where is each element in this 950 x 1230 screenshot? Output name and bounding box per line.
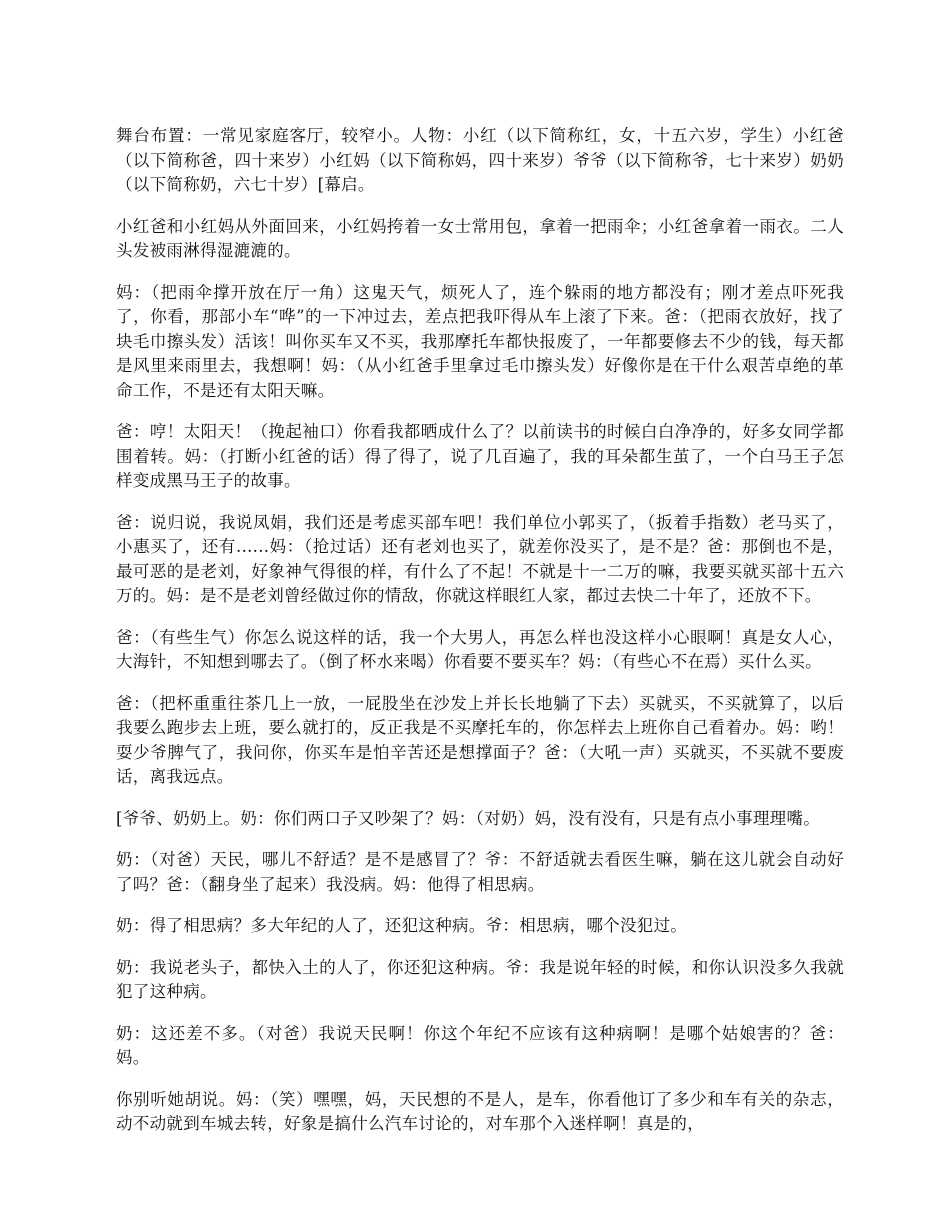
paragraph-dialogue: 爸：说归说，我说凤娟，我们还是考虑买部车吧！我们单位小郭买了，（扳着手指数）老马买了，小惠买了，还有......妈：（抢过话）还有老刘也买了，就差你没买了，是不是？爸：那倒也不是，最可恶的是老刘，好象神气得很的样，有什么了不起！不就是十一二万的嘛，我要买就买部十五六万的。妈：是不是老刘曾经做过你的情敌，你就这样眼红人家，都过去快二十年了，还放不下。 xyxy=(116,512,844,605)
paragraph-dialogue: 爸：（有些生气）你怎么说这样的话，我一个大男人，再怎么样也没这样小心眼啊！真是女人心，大海针，不知想到哪去了。（倒了杯水来喝）你看要不要买车？妈：（有些心不在焉）买什么买。 xyxy=(116,627,844,671)
paragraph-dialogue: 奶：这还差不多。（对爸）我说天民啊！你这个年纪不应该有这种病啊！是哪个姑娘害的？爸：妈。 xyxy=(116,1023,844,1067)
document-body xyxy=(116,124,844,1154)
paragraph-dialogue: 你别听她胡说。妈：（笑）嘿嘿，妈，天民想的不是人，是车，你看他订了多少和车有关的杂志，动不动就到车城去转，好象是搞什么汽车讨论的，对车那个入迷样啊！真是的， xyxy=(116,1089,844,1133)
paragraph-stage-setting: 舞台布置：一常见家庭客厅，较窄小。人物：小红（以下简称红，女，十五六岁，学生）小红爸（以下简称爸，四十来岁）小红妈（以下简称妈，四十来岁）爷爷（以下简称爷，七十来岁）奶奶（以下简称奶，六七十岁）[幕启。 xyxy=(116,126,844,194)
paragraph-dialogue: 爸：哼！太阳天！（挽起袖口）你看我都晒成什么了？以前读书的时候白白净净的，好多女同学都围着转。妈：（打断小红爸的话）得了得了，说了几百遍了，我的耳朵都生茧了，一个白马王子怎样变成黑马王子的故事。 xyxy=(116,422,844,490)
paragraph-dialogue: [爷爷、奶奶上。奶：你们两口子又吵架了？妈：（对奶）妈，没有没有，只是有点小事理理嘴。 xyxy=(116,808,821,828)
paragraph-dialogue: 爸：（把杯重重往茶几上一放，一屁股坐在沙发上并长长地躺了下去）买就买，不买就算了，以后我要么跑步去上班，要么就打的，反正我是不买摩托车的，你怎样去上班你自己看着办。妈：哟！耍少爷脾气了，我问你，你买车是怕辛苦还是想撑面子？爸：（大吼一声）买就买，不买就不要废话，离我远点。 xyxy=(116,693,844,786)
paragraph-dialogue: 奶：（对爸）天民，哪儿不舒适？是不是感冒了？爷：不舒适就去看医生嘛，躺在这儿就会自动好了吗？爸：（翻身坐了起来）我没病。妈：他得了相思病。 xyxy=(116,850,844,894)
paragraph-dialogue: 奶：我说老头子，都快入土的人了，你还犯这种病。爷：我是说年轻的时候，和你认识没多久我就犯了这种病。 xyxy=(116,957,844,1001)
paragraph-dialogue: 妈：（把雨伞撑开放在厅一角）这鬼天气，烦死人了，连个躲雨的地方都没有；刚才差点吓死我了，你看，那部小车“哗”的一下冲过去，差点把我吓得从车上滚了下来。爸：（把雨衣放好，找了块毛巾擦头发）活该！叫你买车又不买，我那摩托车都快报废了，一年都要修去不少的钱，每天都是风里来雨里去，我想啊！妈：（从小红爸手里拿过毛巾擦头发）好像你是在干什么艰苦卓绝的革命工作，不是还有太阳天嘛。 xyxy=(116,282,844,400)
paragraph-opening-action: 小红爸和小红妈从外面回来，小红妈挎着一女士常用包，拿着一把雨伞；小红爸拿着一雨衣。二人头发被雨淋得湿漉漉的。 xyxy=(116,216,844,260)
paragraph-dialogue: 奶：得了相思病？多大年纪的人了，还犯这种病。爷：相思病，哪个没犯过。 xyxy=(116,916,688,935)
